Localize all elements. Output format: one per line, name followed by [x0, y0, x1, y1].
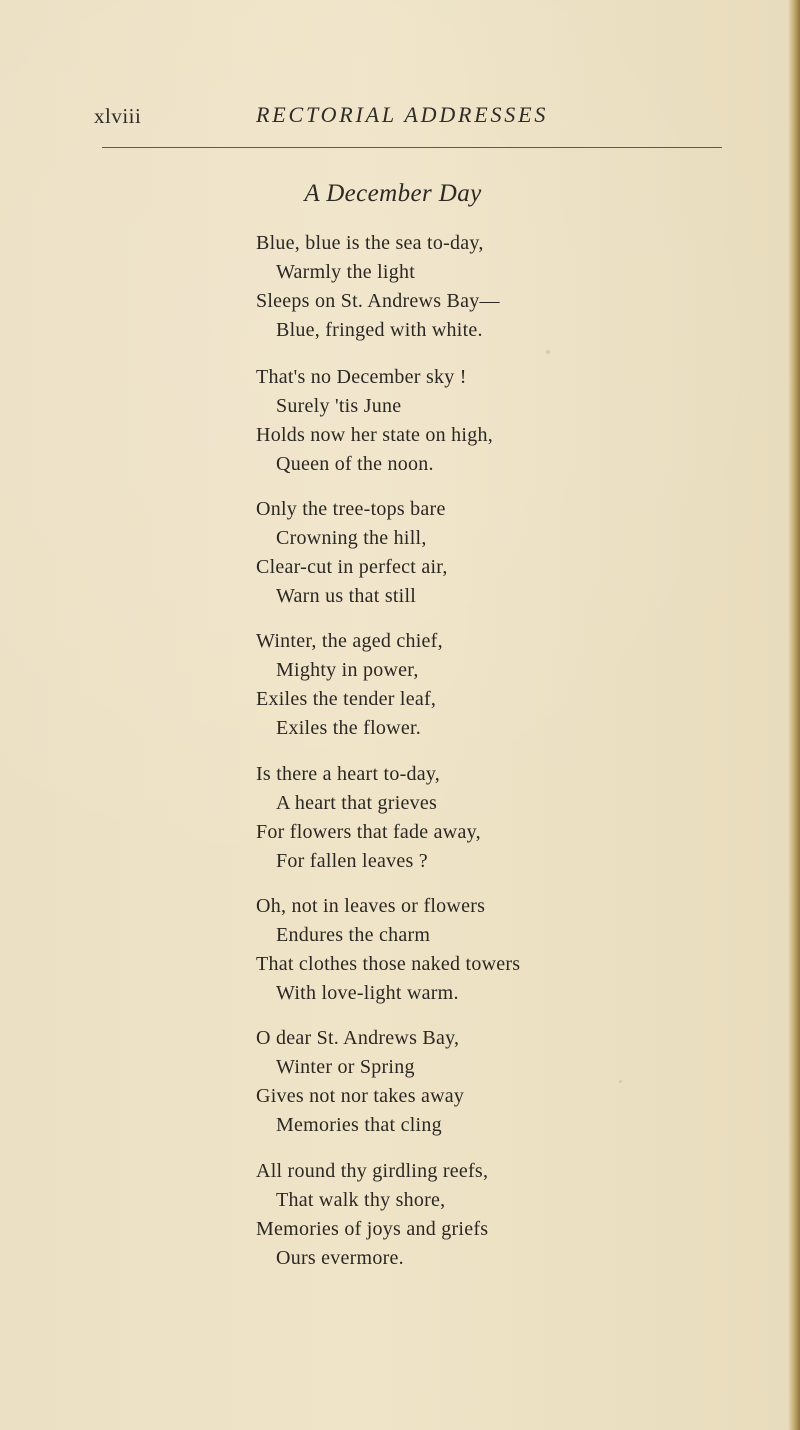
poem-line: Holds now her state on high,	[256, 424, 493, 446]
page-number: xlviii	[94, 104, 142, 128]
paper-speck	[546, 350, 550, 354]
poem-line: Crowning the hill,	[276, 527, 427, 549]
poem-line: Exiles the tender leaf,	[256, 688, 437, 710]
poem-line: Clear-cut in perfect air,	[256, 556, 448, 578]
poem-line: Endures the charm	[276, 924, 431, 946]
paper-speck	[619, 1080, 622, 1083]
poem-line: All round thy girdling reefs,	[256, 1160, 489, 1182]
poem-line: Is there a heart to-day,	[256, 763, 441, 785]
poem-line: That walk thy shore,	[276, 1189, 446, 1211]
poem-line: Warn us that still	[276, 585, 417, 607]
poem-line: That's no December sky !	[256, 366, 467, 388]
poem-line: Blue, fringed with white.	[276, 319, 483, 341]
poem-line: Exiles the flower.	[276, 717, 422, 739]
poem-line: Queen of the noon.	[276, 453, 434, 475]
poem-title: A December Day	[304, 180, 482, 207]
poem-line: With love-light warm.	[276, 982, 459, 1004]
running-head: RECTORIAL ADDRESSES	[256, 102, 549, 127]
poem-line: Warmly the light	[276, 261, 416, 283]
poem-line: Oh, not in leaves or flowers	[256, 895, 486, 917]
poem-line: Surely 'tis June	[276, 395, 402, 417]
poem-line: Gives not nor takes away	[256, 1085, 465, 1107]
poem-line: Blue, blue is the sea to-day,	[256, 232, 484, 254]
poem-line: Mighty in power,	[276, 659, 419, 681]
poem-line: Memories that cling	[276, 1114, 442, 1136]
poem-line: Winter or Spring	[276, 1056, 415, 1078]
poem-line: O dear St. Andrews Bay,	[256, 1027, 460, 1049]
poem-line: Winter, the aged chief,	[256, 630, 443, 652]
poem-line: A heart that grieves	[276, 792, 438, 814]
paper-speck	[423, 636, 427, 640]
poem-line: Sleeps on St. Andrews Bay—	[256, 290, 500, 312]
poem-line: Memories of joys and griefs	[256, 1218, 489, 1240]
poem-line: For fallen leaves ?	[276, 850, 428, 872]
poem-line: That clothes those naked towers	[256, 953, 521, 975]
poem-line: Only the tree-tops bare	[256, 498, 446, 520]
poem-line: Ours evermore.	[276, 1247, 404, 1269]
poem-line: For flowers that fade away,	[256, 821, 481, 843]
